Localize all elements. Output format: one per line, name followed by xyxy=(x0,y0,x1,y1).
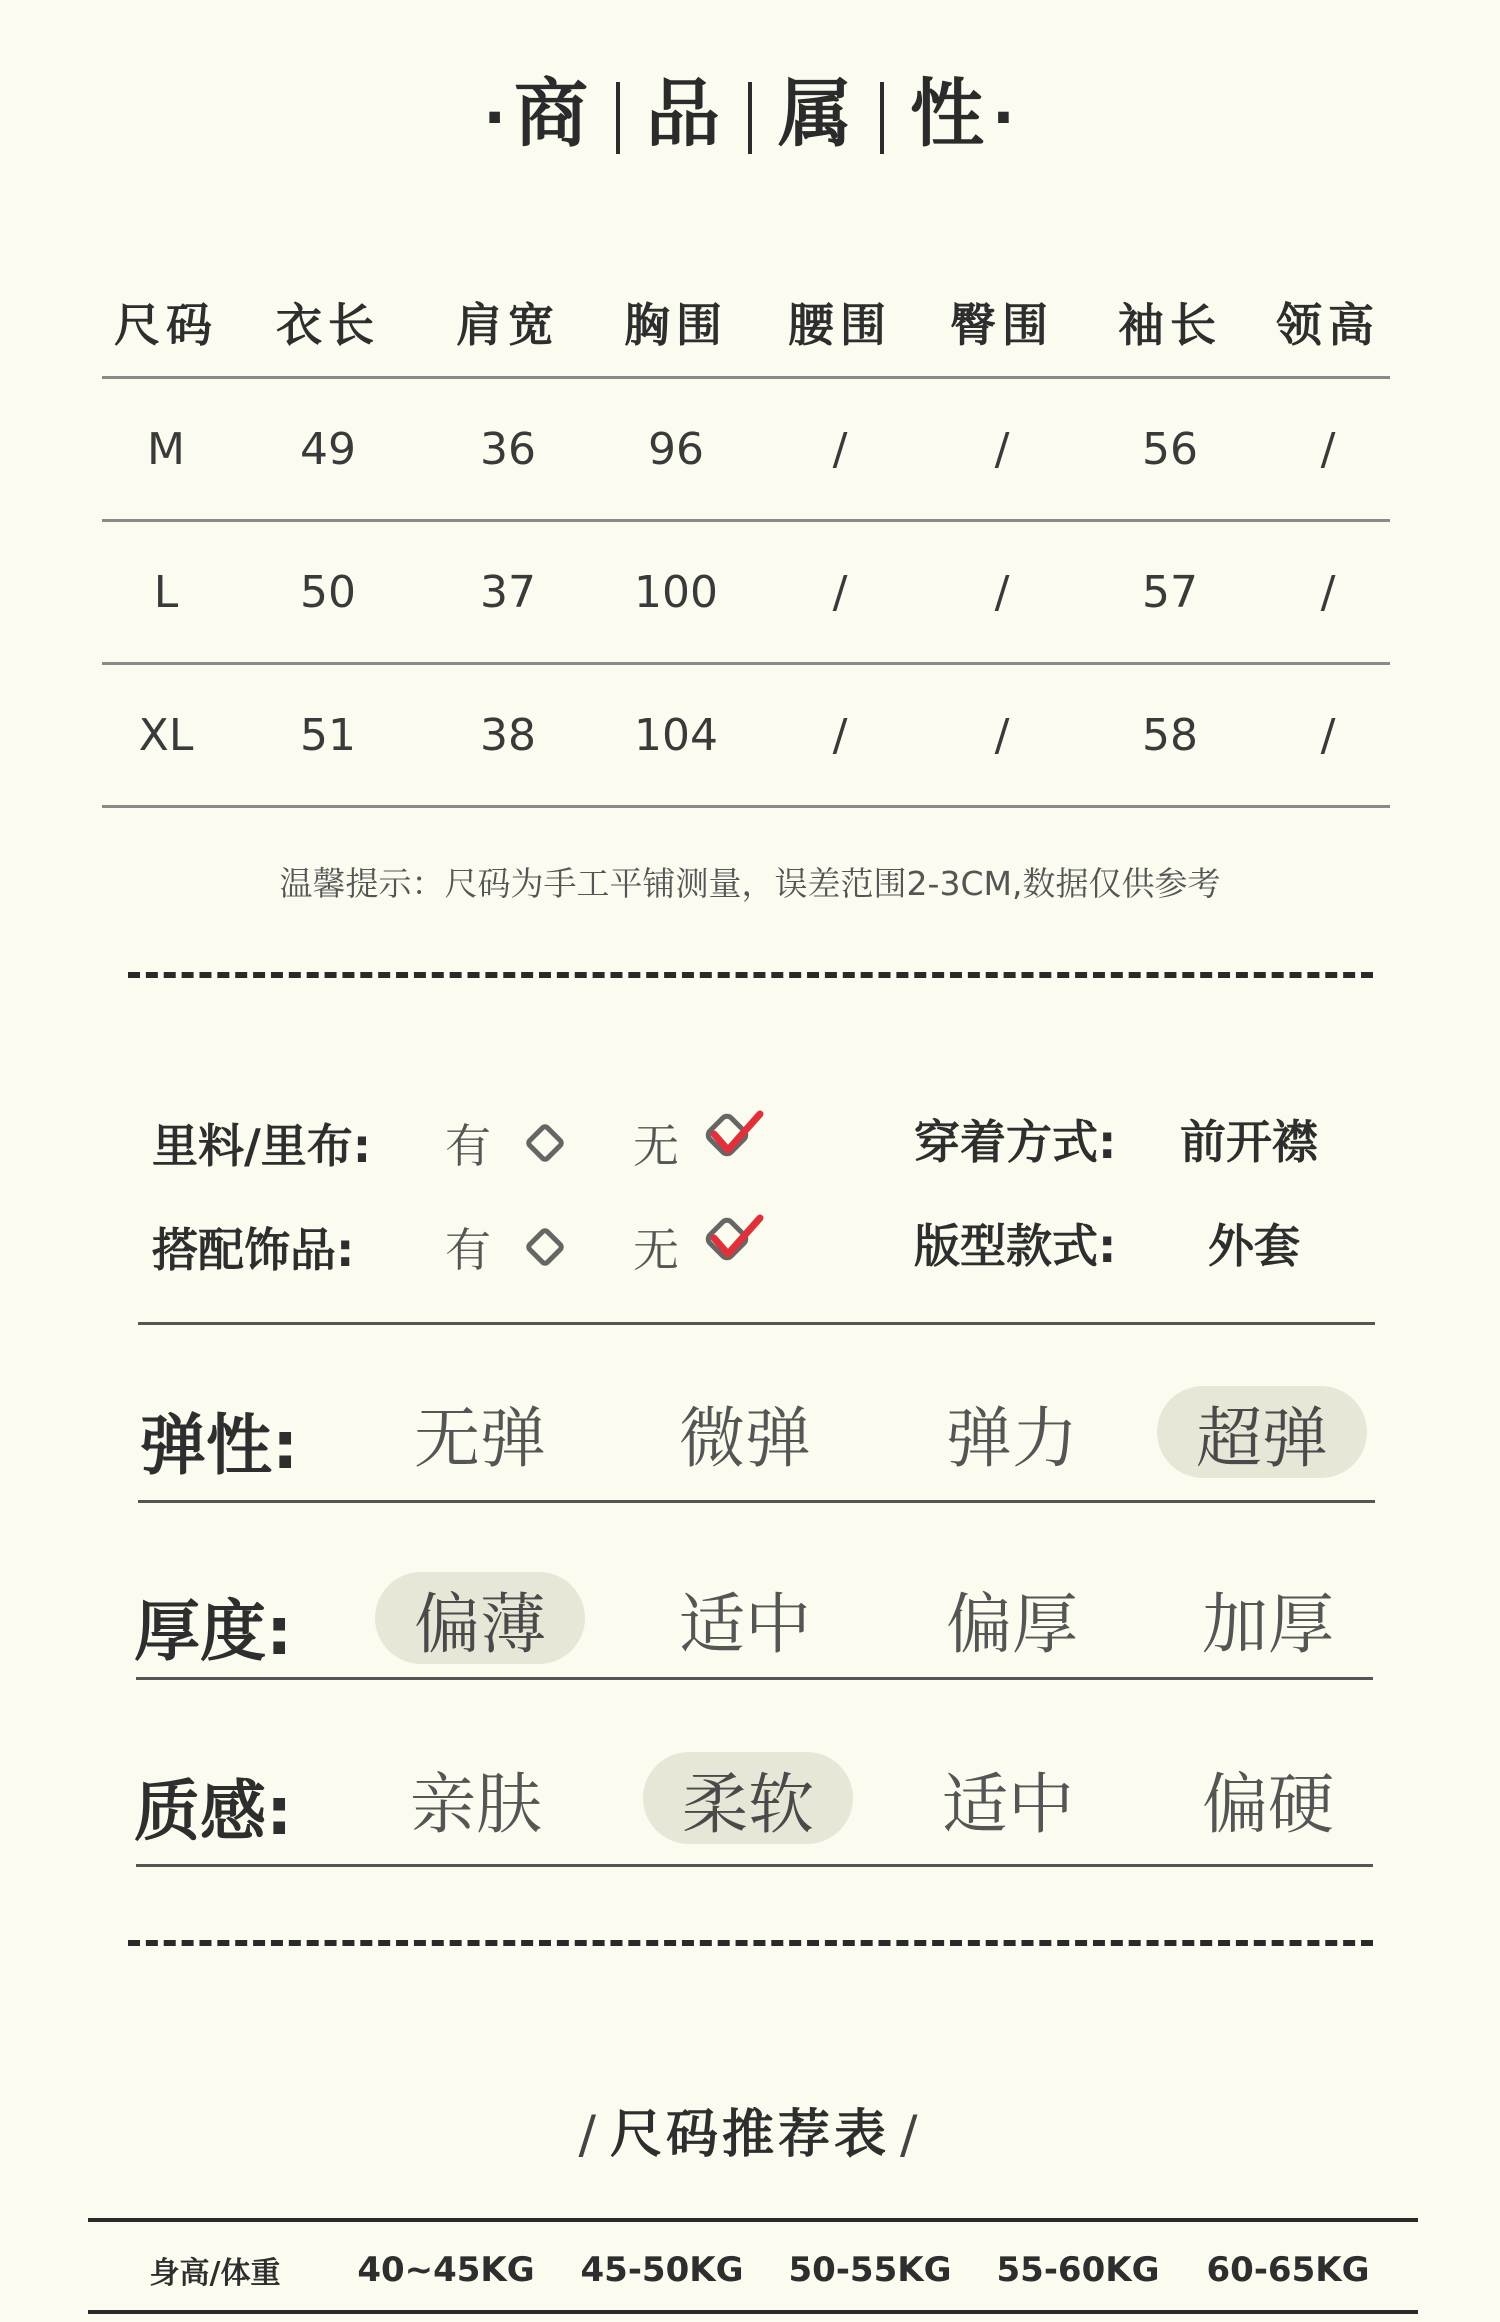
quality-divider xyxy=(136,1677,1373,1680)
cell-chest: 96 xyxy=(648,423,704,475)
header-collar: 领高 xyxy=(1276,298,1380,352)
title-char: 性 xyxy=(910,71,986,157)
header-shoulder: 肩宽 xyxy=(456,298,560,352)
recommend-bottom-line xyxy=(88,2310,1418,2314)
thickness-label: 厚度: xyxy=(134,1593,293,1670)
header-chest: 胸围 xyxy=(624,298,728,352)
recommend-title-text: 尺码推荐表 xyxy=(609,2105,890,2165)
title-char: 属 xyxy=(778,71,854,157)
radio-checked-icon[interactable] xyxy=(700,1210,760,1270)
texture-label: 质感: xyxy=(134,1773,293,1850)
cell-collar: / xyxy=(1320,709,1336,761)
header-sleeve: 袖长 xyxy=(1118,298,1222,352)
title-char: 商 xyxy=(514,71,590,157)
measurement-tip: 温馨提示：尺码为手工平铺测量，误差范围2-3CM,数据仅供参考 xyxy=(279,864,1221,903)
thickness-option[interactable]: 适中 xyxy=(679,1585,811,1663)
style-label: 版型款式: xyxy=(914,1219,1117,1273)
texture-option[interactable]: 亲肤 xyxy=(410,1765,542,1843)
lining-no-label: 无 xyxy=(633,1119,679,1173)
weight-range: 55-60KG xyxy=(996,2250,1160,2290)
title-slash: / xyxy=(578,2105,600,2165)
style-value: 外套 xyxy=(1208,1219,1300,1273)
cell-shoulder: 37 xyxy=(480,566,536,618)
quality-divider xyxy=(138,1500,1375,1503)
accessories-label: 搭配饰品: xyxy=(152,1223,355,1277)
cell-size: M xyxy=(147,423,185,475)
cell-size: XL xyxy=(138,709,194,761)
weight-range: 60-65KG xyxy=(1206,2250,1370,2290)
cell-waist: / xyxy=(832,566,848,618)
cell-shoulder: 36 xyxy=(480,423,536,475)
dashed-divider xyxy=(128,1940,1373,1946)
texture-option[interactable]: 适中 xyxy=(942,1765,1074,1843)
size-table-header xyxy=(102,268,1390,379)
title-divider xyxy=(880,82,884,154)
size-table-row xyxy=(102,379,1390,522)
radio-empty-icon[interactable] xyxy=(524,1226,566,1268)
title-dot-left: · xyxy=(483,83,508,154)
dashed-divider xyxy=(128,972,1373,978)
cell-chest: 104 xyxy=(634,709,718,761)
radio-empty-icon[interactable] xyxy=(524,1122,566,1164)
title-slash: / xyxy=(900,2105,922,2165)
thickness-option[interactable]: 加厚 xyxy=(1202,1585,1334,1663)
thickness-option-selected[interactable]: 偏薄 xyxy=(375,1572,585,1664)
texture-option-selected[interactable]: 柔软 xyxy=(643,1752,853,1844)
height-weight-label: 身高/体重 xyxy=(149,2256,281,2291)
texture-option[interactable]: 偏硬 xyxy=(1202,1765,1334,1843)
header-length: 衣长 xyxy=(276,298,380,352)
cell-hip: / xyxy=(994,709,1010,761)
cell-length: 50 xyxy=(300,566,356,618)
thickness-option[interactable]: 偏厚 xyxy=(946,1585,1078,1663)
elasticity-label: 弹性: xyxy=(140,1407,299,1484)
cell-chest: 100 xyxy=(634,566,718,618)
wearing-label: 穿着方式: xyxy=(914,1115,1117,1169)
elasticity-option[interactable]: 微弹 xyxy=(679,1399,811,1477)
cell-sleeve: 58 xyxy=(1142,709,1198,761)
size-table-row xyxy=(102,522,1390,665)
attr-divider xyxy=(138,1322,1375,1325)
lining-yes-label: 有 xyxy=(445,1119,491,1173)
weight-range: 50-55KG xyxy=(788,2250,952,2290)
size-table xyxy=(102,268,1390,808)
header-hip: 臀围 xyxy=(950,298,1054,352)
accessories-no-label: 无 xyxy=(633,1223,679,1277)
size-table-row xyxy=(102,665,1390,808)
cell-length: 49 xyxy=(300,423,356,475)
header-size: 尺码 xyxy=(114,298,218,352)
cell-shoulder: 38 xyxy=(480,709,536,761)
cell-hip: / xyxy=(994,423,1010,475)
elasticity-option-selected[interactable]: 超弹 xyxy=(1157,1386,1367,1478)
header-waist: 腰围 xyxy=(788,298,892,352)
cell-collar: / xyxy=(1320,566,1336,618)
cell-waist: / xyxy=(832,709,848,761)
recommend-top-line xyxy=(88,2218,1418,2222)
elasticity-option[interactable]: 弹力 xyxy=(946,1399,1078,1477)
cell-size: L xyxy=(153,566,179,618)
cell-hip: / xyxy=(994,566,1010,618)
elasticity-option[interactable]: 无弹 xyxy=(414,1399,546,1477)
cell-collar: / xyxy=(1320,423,1336,475)
quality-divider xyxy=(136,1864,1373,1867)
accessories-yes-label: 有 xyxy=(445,1223,491,1277)
page-title xyxy=(0,55,1500,161)
title-divider xyxy=(748,82,752,154)
title-char: 品 xyxy=(646,71,722,157)
recommend-title xyxy=(0,2092,1500,2167)
cell-sleeve: 56 xyxy=(1142,423,1198,475)
weight-range: 45-50KG xyxy=(580,2250,744,2290)
radio-checked-icon[interactable] xyxy=(700,1106,760,1166)
cell-sleeve: 57 xyxy=(1142,566,1198,618)
title-divider xyxy=(616,82,620,154)
wearing-value: 前开襟 xyxy=(1180,1115,1318,1169)
lining-label: 里料/里布: xyxy=(152,1119,372,1173)
title-dot-right: · xyxy=(992,83,1017,154)
cell-length: 51 xyxy=(300,709,356,761)
weight-range: 40~45KG xyxy=(357,2250,535,2290)
cell-waist: / xyxy=(832,423,848,475)
